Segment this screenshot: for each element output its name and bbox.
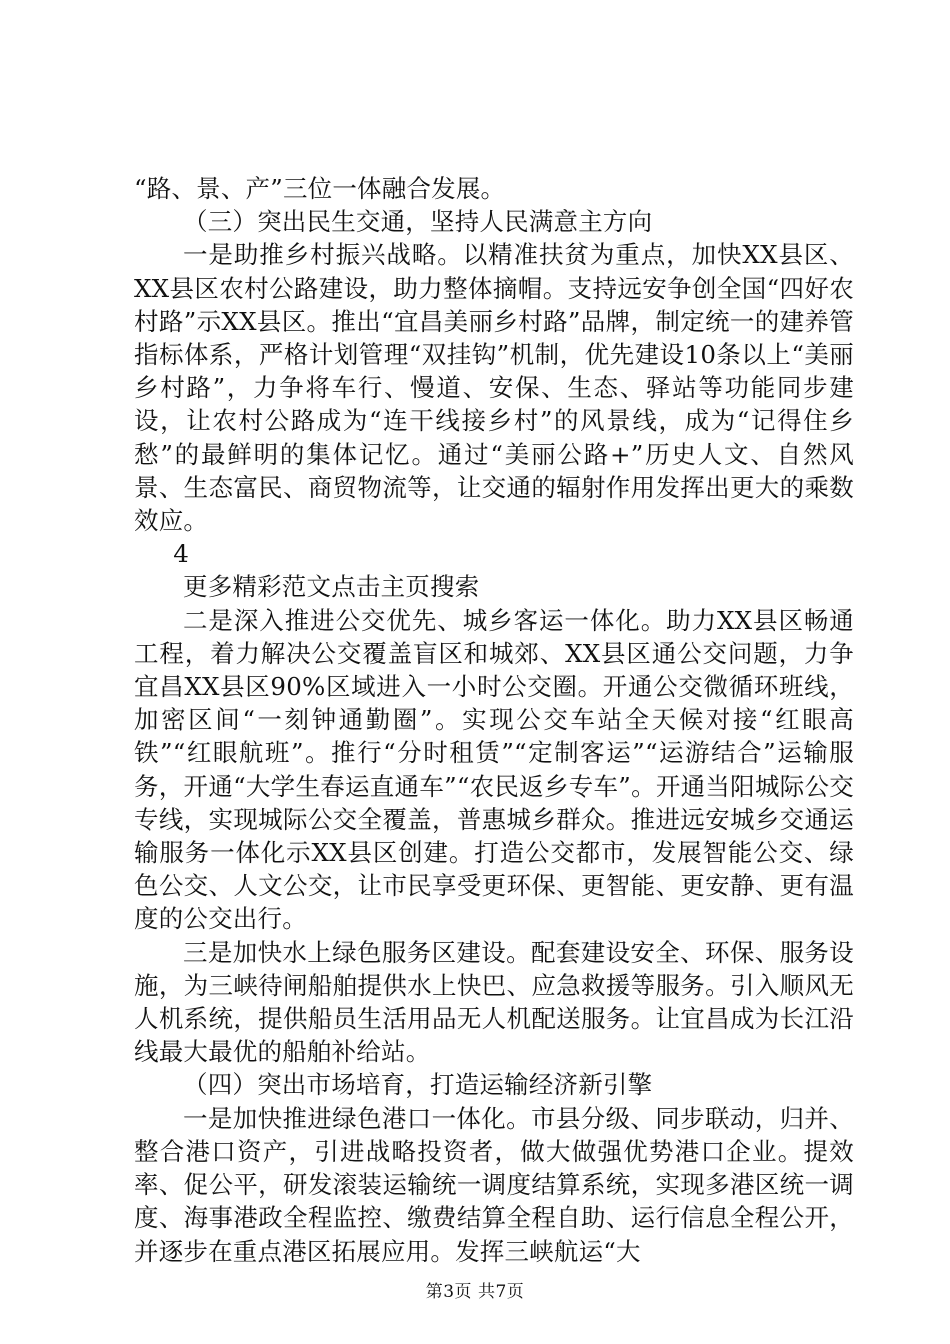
paragraph-green-port: 一是加快推进绿色港口一体化。市县分级、同步联动，归并、整合港口资产，引进战略投资者，做大做强优势港口企业。提效率、促公平，研发滚装运输统一调度结算系统，实现多港区统一调度、海事港政全程监控、缴费结算全程自助、运行信息全程公开，并逐步在重点港区拓展应用。发挥三峡航运“大: [134, 1103, 854, 1266]
promo-line: 更多精彩范文点击主页搜索: [183, 572, 480, 602]
page-number-marker: 4: [173, 539, 189, 569]
paragraph-water-service: 三是加快水上绿色服务区建设。配套建设安全、环保、服务设施，为三峡待闸船舶提供水上快巴、应急救援等服务。引入顺风无人机系统，提供船员生活用品无人机配送服务。让宜昌成为长江沿线最大最优的船舶补给站。: [134, 937, 854, 1067]
document-body: [134, 172, 854, 1268]
paragraph-public-transit: 二是深入推进公交优先、城乡客运一体化。助力XX县区畅通工程，着力解决公交覆盖盲区和城郊、XX县区通公交问题，力争宜昌XX县区90%区域进入一小时公交圈。开通公交微循环班线，加密区间“一刻钟通勤圈”。实现公交车站全天候对接“红眼高铁”“红眼航班”。推行“分时租赁”“定制客运”“运游结合”运输服务，开通“大学生春运直通车”“农民返乡专车”。开通当阳城际公交专线，实现城际公交全覆盖，普惠城乡群众。推进远安城乡交通运输服务一体化示XX县区创建。打造公交都市，发展智能公交、绿色公交、人文公交，让市民享受更环保、更智能、更安静、更有温度的公交出行。: [134, 605, 854, 934]
paragraph-rural-revitalization: 一是助推乡村振兴战略。以精准扶贫为重点，加快XX县区、XX县区农村公路建设，助力整体摘帽。支持远安争创全国“四好农村路”示XX县区。推出“宜昌美丽乡村路”品牌，制定统一的建养管指标体系，严格计划管理“双挂钩”机制，优先建设10条以上“美丽乡村路”，力争将车行、慢道、安保、生态、驿站等功能同步建设，让农村公路成为“连干线接乡村”的风景线，成为“记得住乡愁”的最鲜明的集体记忆。通过“美丽公路+”历史人文、自然风景、生态富民、商贸物流等，让交通的辐射作用发挥出更大的乘数效应。: [134, 240, 854, 536]
section-heading-four: （四）突出市场培育，打造运输经济新引擎: [183, 1070, 653, 1100]
page-footer: 第3页 共7页: [425, 1282, 525, 1302]
section-heading-three: （三）突出民生交通，坚持人民满意主方向: [183, 207, 653, 237]
paragraph-intro-line: “路、景、产”三位一体融合发展。: [134, 174, 506, 203]
